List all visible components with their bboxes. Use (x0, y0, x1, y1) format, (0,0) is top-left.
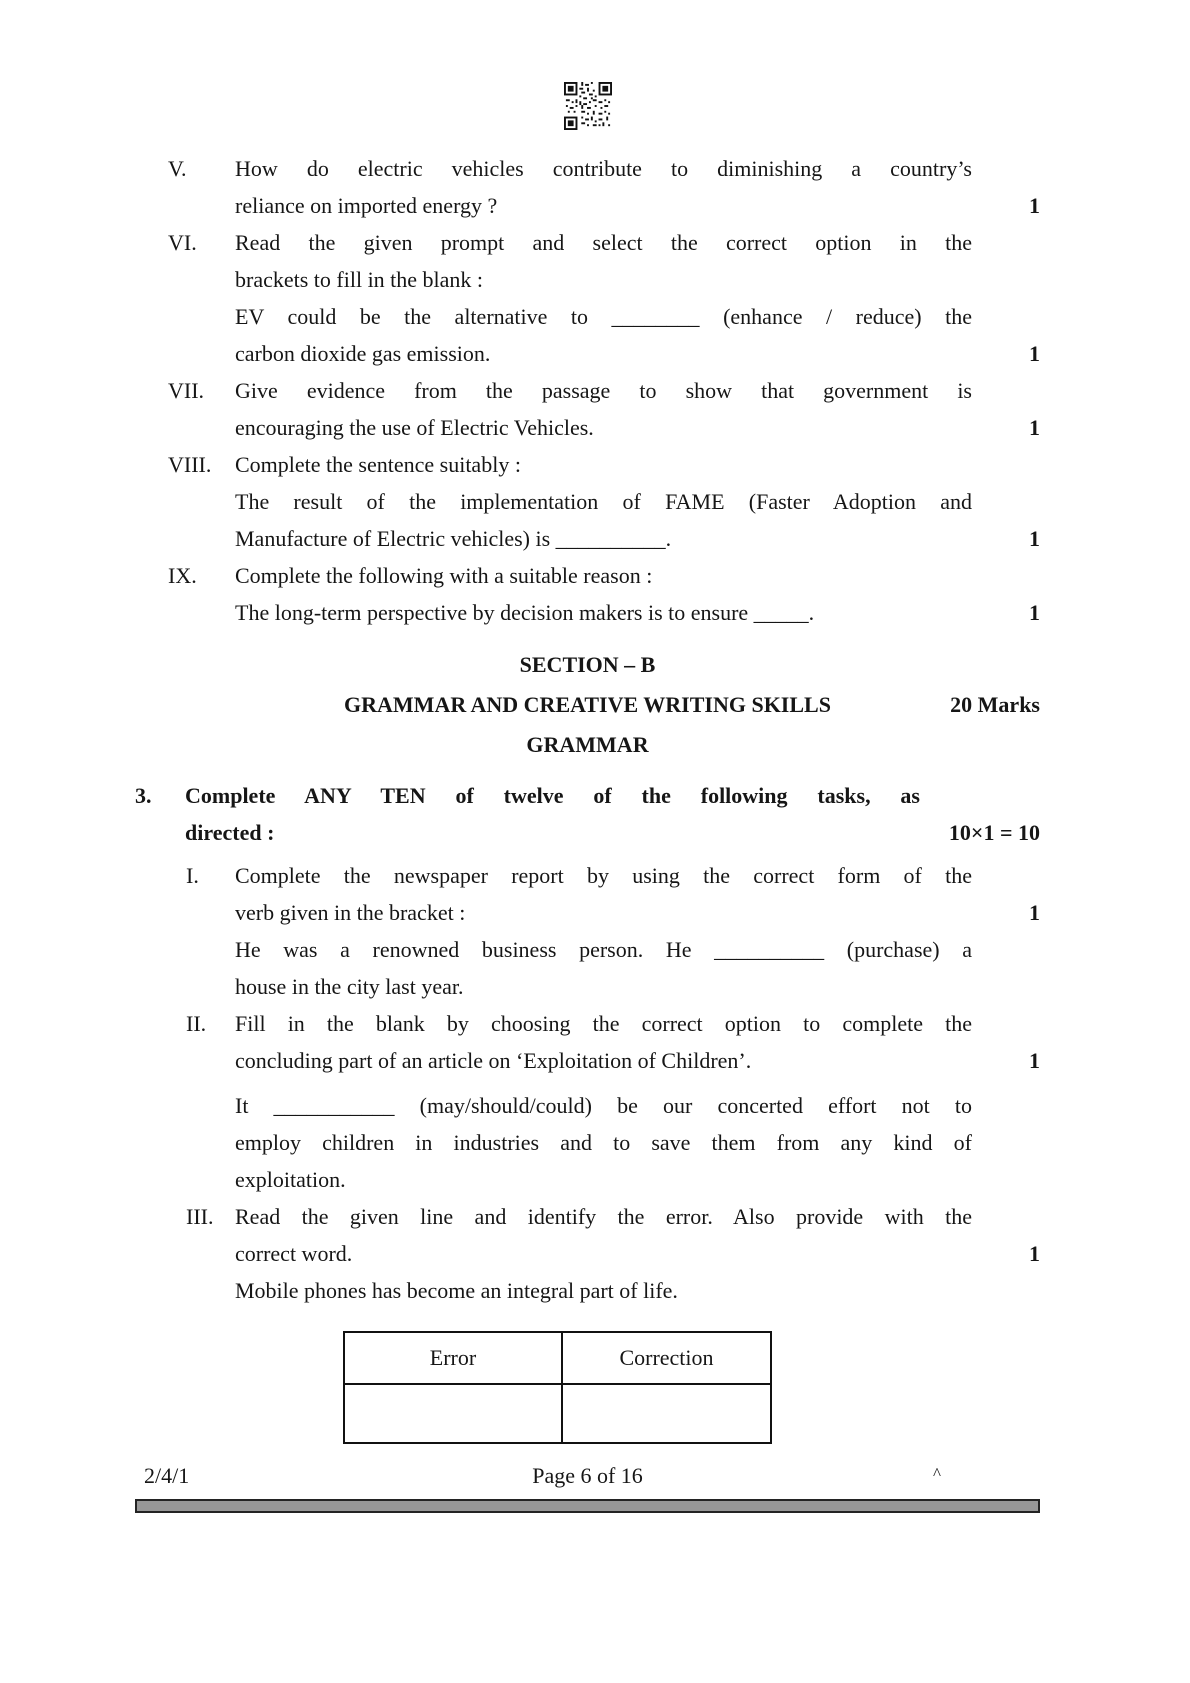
question-vi-line: EV could be the alternative to ________ (enhance / reduce) the (235, 304, 972, 329)
sub-question-ii-label: II. (186, 1011, 207, 1036)
sub-question-i-line: He was a renowned business person. He __________ (purchase) a (235, 937, 972, 962)
question-3-marks: 10×1 = 10 (948, 820, 1040, 845)
qr-code-icon (564, 82, 612, 130)
question-ix-line: The long-term perspective by decision makers is to ensure _____. (235, 600, 815, 625)
question-ix-line: Complete the following with a suitable reason : (235, 563, 653, 588)
sub-question-i-line: Complete the newspaper report by using the correct form of the (235, 863, 972, 888)
question-viii (135, 446, 1040, 557)
sub-question-iii-line: Read the given line and identify the error. Also provide with the (235, 1204, 972, 1229)
table-header-correction: Correction (562, 1332, 771, 1384)
question-vi-line: brackets to fill in the blank : (235, 267, 484, 292)
section-b-marks: 20 Marks (950, 692, 1040, 717)
question-3-line: directed : (185, 820, 275, 845)
question-viii-line: Manufacture of Electric vehicles) is __________. (235, 526, 672, 551)
sub-question-i-line: house in the city last year. (235, 974, 464, 999)
sub-question-ii-line: concluding part of an article on ‘Exploitation of Children’. (235, 1048, 752, 1073)
grammar-heading: GRAMMAR (526, 732, 649, 757)
sub-question-iii-marks: 1 (1029, 1241, 1040, 1266)
table-header-error: Error (344, 1332, 562, 1384)
sub-question-iii (135, 1198, 1040, 1309)
footer-paper-code: 2/4/1 (144, 1463, 190, 1488)
section-b-subtitle: GRAMMAR AND CREATIVE WRITING SKILLS (344, 692, 831, 717)
question-vi-label: VI. (168, 230, 197, 255)
question-vii-line: Give evidence from the passage to show that government is (235, 378, 972, 403)
answer-cell-correction (562, 1384, 771, 1443)
sub-question-ii-line: employ children in industries and to save them from any kind of (235, 1130, 972, 1155)
question-3-line: Complete ANY TEN of twelve of the following tasks, as (185, 783, 920, 808)
section-b-title: SECTION – B (519, 652, 656, 677)
question-v-line: reliance on imported energy ? (235, 193, 498, 218)
error-correction-table (343, 1331, 772, 1444)
question-ix-label: IX. (168, 563, 197, 588)
question-vii-marks: 1 (1029, 415, 1040, 440)
question-viii-label: VIII. (168, 452, 212, 477)
section-b-subtitle-row (135, 685, 1040, 725)
sub-question-ii-line: It ___________ (may/should/could) be our concerted effort not to (235, 1093, 972, 1118)
sub-question-ii-line: Fill in the blank by choosing the correct option to complete the (235, 1011, 972, 1036)
footer-page-number: Page 6 of 16 (532, 1463, 643, 1488)
grammar-questions-section (135, 857, 1040, 1309)
reading-questions-section (135, 150, 1040, 631)
question-vi-marks: 1 (1029, 341, 1040, 366)
question-ix (135, 557, 1040, 631)
question-v (135, 150, 1040, 224)
sub-question-i-marks: 1 (1029, 900, 1040, 925)
sub-question-ii-line: exploitation. (235, 1167, 346, 1192)
question-vii (135, 372, 1040, 446)
question-viii-line: The result of the implementation of FAME (Faster Adoption and (235, 489, 972, 514)
question-viii-line: Complete the sentence suitably : (235, 452, 521, 477)
answer-cell-error (344, 1384, 562, 1443)
question-vii-label: VII. (168, 378, 205, 403)
sub-question-i-line: verb given in the bracket : (235, 900, 466, 925)
sub-question-i-label: I. (186, 863, 199, 888)
question-3 (135, 777, 1040, 851)
question-v-marks: 1 (1029, 193, 1040, 218)
question-viii-marks: 1 (1029, 526, 1040, 551)
question-v-line: How do electric vehicles contribute to diminishing a country’s (235, 156, 972, 181)
sub-question-ii-marks: 1 (1029, 1048, 1040, 1073)
footer-end-bar (135, 1499, 1040, 1513)
footer-caret: ^ (933, 1464, 941, 1483)
question-vi (135, 224, 1040, 372)
question-v-label: V. (168, 156, 187, 181)
sub-question-ii (135, 1005, 1040, 1198)
question-ix-marks: 1 (1029, 600, 1040, 625)
qr-code-container (135, 0, 1040, 130)
question-vi-line: carbon dioxide gas emission. (235, 341, 491, 366)
sub-question-i (135, 857, 1040, 1005)
sub-question-iii-line: correct word. (235, 1241, 353, 1266)
question-3-number: 3. (135, 783, 152, 808)
sub-question-iii-label: III. (186, 1204, 214, 1229)
question-vii-line: encouraging the use of Electric Vehicles. (235, 415, 594, 440)
sub-question-iii-line: Mobile phones has become an integral part of life. (235, 1278, 678, 1303)
question-vi-line: Read the given prompt and select the correct option in the (235, 230, 972, 255)
page-footer (135, 1462, 1040, 1490)
